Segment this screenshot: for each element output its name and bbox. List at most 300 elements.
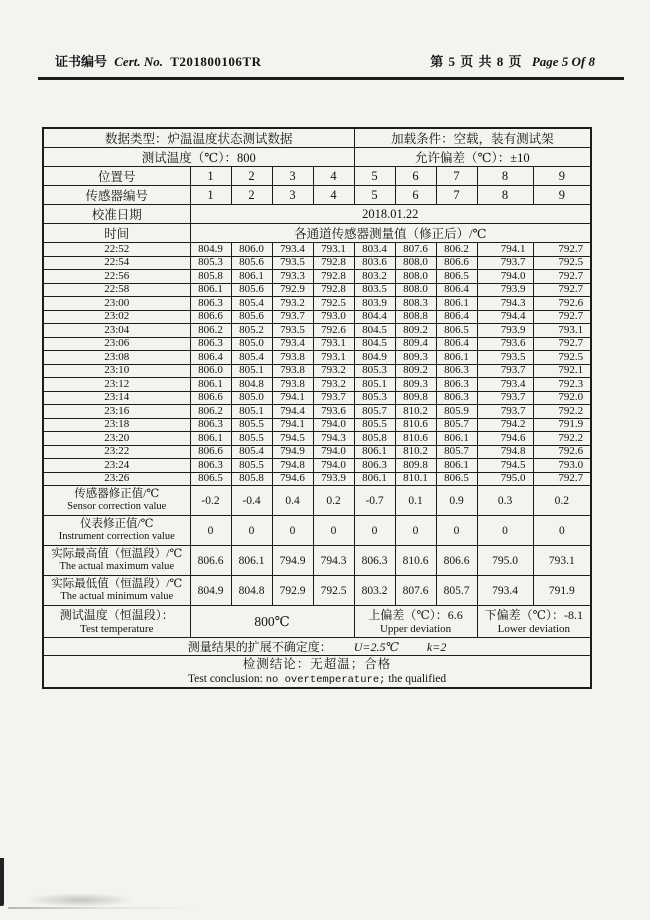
measurement-cell: 793.7	[477, 391, 533, 405]
measurement-cell: 794.4	[477, 310, 533, 324]
measurement-cell: 806.3	[354, 459, 395, 473]
measurement-cell: 803.2	[354, 270, 395, 284]
page-number-line	[430, 51, 595, 70]
measurement-cell: 806.1	[436, 297, 477, 311]
summary-value: 0	[395, 516, 436, 546]
measurement-cell: 806.1	[231, 270, 272, 284]
uncertainty-u-value: U=2.5℃	[353, 640, 399, 654]
measurement-cell: 806.1	[354, 445, 395, 459]
measurement-cell: 805.3	[190, 256, 231, 270]
measurement-cell: 792.0	[533, 391, 591, 405]
table-row	[43, 351, 591, 365]
conclusion-en-mono: no overtemperature;	[265, 673, 386, 686]
time-cell: 22:58	[43, 283, 190, 297]
measurement-cell: 808.3	[395, 297, 436, 311]
measurement-cell: 806.1	[436, 432, 477, 446]
summary-value: 0	[231, 516, 272, 546]
measurement-cell: 805.3	[354, 391, 395, 405]
summary-value: -0.2	[190, 486, 231, 516]
measurement-cell: 792.7	[533, 270, 591, 284]
measurement-cell: 805.9	[436, 405, 477, 419]
upper-deviation-cell	[354, 606, 477, 638]
summary-label	[43, 546, 190, 576]
summary-value: -0.4	[231, 486, 272, 516]
table-row	[43, 391, 591, 405]
summary-label-en: Sensor correction value	[67, 501, 167, 513]
measurement-cell: 805.4	[231, 351, 272, 365]
measurement-cell: 805.8	[354, 432, 395, 446]
measurement-cell: 805.1	[354, 378, 395, 392]
measurement-cell: 808.8	[395, 310, 436, 324]
summary-value: 0	[313, 516, 354, 546]
table-row	[43, 283, 591, 297]
summary-value: 793.4	[477, 576, 533, 606]
summary-value: 0	[477, 516, 533, 546]
measurement-cell: 805.5	[354, 418, 395, 432]
summary-value: 0	[190, 516, 231, 546]
cert-number-line	[55, 51, 262, 70]
measurement-cell: 794.5	[272, 432, 313, 446]
summary-label-cn: 仪表修正值/℃	[79, 517, 154, 530]
measurement-cell: 793.9	[477, 324, 533, 338]
summary-label-en: The actual minimum value	[60, 591, 174, 603]
measurement-cell: 809.3	[395, 378, 436, 392]
time-cell: 23:00	[43, 297, 190, 311]
measurement-cell: 793.1	[313, 337, 354, 351]
measurement-cell: 809.2	[395, 364, 436, 378]
measurement-cell: 806.1	[436, 459, 477, 473]
time-cell: 23:08	[43, 351, 190, 365]
measurement-cell: 792.7	[533, 337, 591, 351]
summary-row	[43, 516, 591, 546]
summary-value: 0.2	[533, 486, 591, 516]
table-row	[43, 310, 591, 324]
measurement-cell: 794.2	[477, 418, 533, 432]
measurement-cell: 806.4	[436, 283, 477, 297]
lower-deviation-cell	[477, 606, 591, 638]
conclusion-row	[43, 656, 591, 689]
time-cell: 23:06	[43, 337, 190, 351]
sensor-value: 1	[190, 186, 231, 205]
channels-header: 各通道传感器测量值（修正后）/℃	[190, 224, 591, 243]
measurement-cell: 793.8	[272, 351, 313, 365]
cert-label-en: Cert. No.	[114, 54, 164, 69]
calibration-date: 2018.01.22	[190, 205, 591, 224]
measurement-cell: 792.8	[313, 256, 354, 270]
summary-value: 806.6	[436, 546, 477, 576]
page-info-en: Page 5 Of 8	[531, 54, 595, 69]
conclusion-en	[46, 673, 588, 687]
measurement-cell: 809.8	[395, 391, 436, 405]
summary-value: 0	[354, 516, 395, 546]
measurement-cell: 792.7	[533, 283, 591, 297]
time-cell: 23:24	[43, 459, 190, 473]
measurement-cell: 794.3	[313, 432, 354, 446]
measurement-cell: 805.5	[231, 418, 272, 432]
measurement-cell: 794.1	[272, 391, 313, 405]
summary-value: 0.4	[272, 486, 313, 516]
table-row	[43, 459, 591, 473]
measurement-cell: 792.3	[533, 378, 591, 392]
page-header	[55, 51, 595, 70]
page-info-cn: 第 5 页 共 8 页	[430, 54, 523, 69]
measurement-cell: 803.5	[354, 283, 395, 297]
measurement-cell: 792.6	[533, 297, 591, 311]
uncertainty-k-value: k=2	[426, 640, 447, 654]
summary-value: 791.9	[533, 576, 591, 606]
measurement-cell: 793.4	[272, 337, 313, 351]
time-header-row	[43, 224, 591, 243]
measurement-cell: 805.6	[231, 283, 272, 297]
summary-label-cn: 传感器修正值/℃	[74, 487, 160, 500]
measurement-cell: 806.1	[190, 432, 231, 446]
measurement-cell: 805.5	[231, 459, 272, 473]
measurement-cell: 805.7	[436, 445, 477, 459]
summary-label	[43, 516, 190, 546]
measurement-cell: 804.9	[190, 243, 231, 257]
table-row	[43, 418, 591, 432]
position-value: 7	[436, 167, 477, 186]
measurement-cell: 806.2	[436, 243, 477, 257]
measurement-cell: 794.4	[272, 405, 313, 419]
time-cell: 23:20	[43, 432, 190, 446]
measurement-cell: 795.0	[477, 472, 533, 486]
measurement-cell: 803.6	[354, 256, 395, 270]
measurement-cell: 792.9	[272, 283, 313, 297]
summary-value: 804.9	[190, 576, 231, 606]
conclusion-en-suffix: the qualified	[388, 672, 447, 685]
position-row	[43, 167, 591, 186]
cert-label-cn: 证书编号	[55, 54, 108, 69]
measurement-cell: 804.8	[231, 378, 272, 392]
table-row	[43, 256, 591, 270]
measurement-cell: 794.5	[477, 459, 533, 473]
table-row	[43, 405, 591, 419]
summary-value: 0	[533, 516, 591, 546]
table-row	[43, 364, 591, 378]
measurement-cell: 793.5	[272, 256, 313, 270]
table-row	[43, 337, 591, 351]
calibration-label: 校准日期	[43, 205, 190, 224]
sensor-value: 3	[272, 186, 313, 205]
time-cell: 22:56	[43, 270, 190, 284]
measurement-cell: 804.5	[354, 324, 395, 338]
measurement-cell: 806.3	[190, 459, 231, 473]
conclusion-cn: 检测结论：无超温；合格	[242, 657, 392, 672]
allowed-deviation-cell: 允许偏差（℃）：±10	[354, 148, 591, 167]
summary-value: 0.3	[477, 486, 533, 516]
table-row	[43, 243, 591, 257]
uncertainty-prefix: 测量结果的扩展不确定度：	[187, 640, 332, 654]
measurement-cell: 806.2	[190, 405, 231, 419]
measurement-cell: 794.0	[313, 459, 354, 473]
measurement-cell: 805.2	[231, 324, 272, 338]
measurement-cell: 792.6	[313, 324, 354, 338]
measurement-cell: 793.7	[477, 256, 533, 270]
measurement-cell: 805.4	[231, 445, 272, 459]
data-type-cell: 数据类型：炉温温度状态测试数据	[43, 128, 354, 148]
time-cell: 23:12	[43, 378, 190, 392]
table-row	[43, 378, 591, 392]
measurement-cell: 793.0	[533, 459, 591, 473]
summary-label-cn: 实际最高值（恒温段）/℃	[51, 547, 183, 560]
measurement-cell: 805.4	[231, 297, 272, 311]
measurement-cell: 793.2	[272, 297, 313, 311]
measurement-cell: 792.7	[533, 243, 591, 257]
calibration-row	[43, 205, 591, 224]
cert-number: T201800106TR	[170, 54, 262, 69]
uncertainty-row	[43, 638, 591, 656]
measurement-cell: 806.1	[190, 378, 231, 392]
measurement-cell: 806.1	[190, 283, 231, 297]
summary-value: 794.9	[272, 546, 313, 576]
summary-value: 0.1	[395, 486, 436, 516]
summary-value: 804.8	[231, 576, 272, 606]
measurement-cell: 806.3	[190, 337, 231, 351]
measurement-cell: 806.3	[436, 391, 477, 405]
time-cell: 23:18	[43, 418, 190, 432]
time-cell: 23:02	[43, 310, 190, 324]
measurement-cell: 793.5	[477, 351, 533, 365]
info-row-2	[43, 148, 591, 167]
measurement-cell: 806.4	[436, 310, 477, 324]
summary-value: 792.9	[272, 576, 313, 606]
test-temperature-label-cn: 测试温度（恒温段）：	[59, 607, 174, 622]
measurement-cell: 805.7	[354, 405, 395, 419]
measurement-cell: 805.6	[231, 256, 272, 270]
table-row	[43, 432, 591, 446]
sensor-label: 传感器编号	[43, 186, 190, 205]
lower-deviation-en: Lower deviation	[497, 622, 571, 635]
measurement-table	[42, 127, 592, 689]
position-value: 2	[231, 167, 272, 186]
measurement-cell: 794.8	[272, 459, 313, 473]
summary-row	[43, 486, 591, 516]
measurement-cell: 806.6	[436, 256, 477, 270]
header-rule	[38, 77, 624, 80]
measurement-cell: 806.1	[436, 351, 477, 365]
measurement-cell: 810.6	[395, 432, 436, 446]
measurement-cell: 805.0	[231, 391, 272, 405]
position-value: 3	[272, 167, 313, 186]
summary-value: -0.7	[354, 486, 395, 516]
summary-value: 810.6	[395, 546, 436, 576]
measurement-cell: 794.9	[272, 445, 313, 459]
measurement-cell: 804.9	[354, 351, 395, 365]
measurement-cell: 793.1	[533, 324, 591, 338]
measurement-cell: 792.8	[313, 283, 354, 297]
upper-deviation-en: Upper deviation	[379, 622, 452, 635]
summary-value: 0.9	[436, 486, 477, 516]
summary-value: 803.2	[354, 576, 395, 606]
measurement-cell: 792.2	[533, 405, 591, 419]
measurement-cell: 806.1	[354, 472, 395, 486]
measurement-cell: 805.1	[231, 405, 272, 419]
load-condition-cell: 加载条件：空载，装有测试架	[354, 128, 591, 148]
summary-label	[43, 486, 190, 516]
position-value: 8	[477, 167, 533, 186]
measurement-cell: 804.4	[354, 310, 395, 324]
time-cell: 23:14	[43, 391, 190, 405]
measurement-cell: 810.2	[395, 405, 436, 419]
measurement-cell: 793.8	[272, 364, 313, 378]
measurement-cell: 792.8	[313, 270, 354, 284]
measurement-cell: 807.6	[395, 243, 436, 257]
conclusion-en-prefix: Test conclusion:	[187, 672, 263, 685]
measurement-cell: 803.4	[354, 243, 395, 257]
measurement-cell: 806.2	[190, 324, 231, 338]
summary-row	[43, 546, 591, 576]
summary-row	[43, 576, 591, 606]
measurement-cell: 793.1	[313, 243, 354, 257]
measurement-cell: 792.2	[533, 432, 591, 446]
position-value: 6	[395, 167, 436, 186]
measurement-cell: 808.0	[395, 256, 436, 270]
measurement-cell: 794.6	[477, 432, 533, 446]
measurement-cell: 792.5	[533, 256, 591, 270]
measurement-cell: 806.3	[190, 418, 231, 432]
measurement-cell: 794.3	[477, 297, 533, 311]
test-temperature-row	[43, 606, 591, 638]
time-label: 时间	[43, 224, 190, 243]
measurement-cell: 793.9	[313, 472, 354, 486]
summary-label-cn: 实际最低值（恒温段）/℃	[51, 577, 183, 590]
summary-value: 805.7	[436, 576, 477, 606]
measurement-cell: 793.2	[313, 364, 354, 378]
measurement-cell: 805.6	[231, 310, 272, 324]
sensor-value: 5	[354, 186, 395, 205]
measurement-cell: 806.6	[190, 391, 231, 405]
measurement-cell: 805.1	[231, 364, 272, 378]
measurement-cell: 806.5	[190, 472, 231, 486]
time-cell: 23:16	[43, 405, 190, 419]
summary-value: 795.0	[477, 546, 533, 576]
position-value: 1	[190, 167, 231, 186]
measurement-cell: 793.7	[272, 310, 313, 324]
measurement-cell: 809.3	[395, 351, 436, 365]
measurement-cell: 805.5	[231, 432, 272, 446]
measurement-cell: 809.4	[395, 337, 436, 351]
measurement-cell: 793.4	[272, 243, 313, 257]
measurement-cell: 794.0	[313, 445, 354, 459]
measurement-cell: 805.3	[354, 364, 395, 378]
time-cell: 23:04	[43, 324, 190, 338]
measurement-cell: 805.8	[231, 472, 272, 486]
measurement-cell: 793.7	[477, 364, 533, 378]
lower-deviation-cn: 下偏差（℃）：-8.1	[484, 607, 584, 622]
measurement-cell: 806.6	[190, 445, 231, 459]
test-temperature-label	[43, 606, 190, 638]
measurement-cell: 806.4	[190, 351, 231, 365]
measurement-cell: 792.5	[533, 351, 591, 365]
measurement-cell: 806.6	[190, 310, 231, 324]
measurement-cell: 791.9	[533, 418, 591, 432]
measurement-cell: 805.0	[231, 337, 272, 351]
measurement-cell: 809.2	[395, 324, 436, 338]
measurement-cell: 793.9	[477, 283, 533, 297]
measurement-cell: 806.4	[436, 337, 477, 351]
measurement-cell: 793.6	[477, 337, 533, 351]
position-value: 5	[354, 167, 395, 186]
summary-value: 806.6	[190, 546, 231, 576]
measurement-cell: 793.0	[313, 310, 354, 324]
time-cell: 23:22	[43, 445, 190, 459]
table-row	[43, 324, 591, 338]
scan-edge-artifact	[0, 858, 4, 906]
test-temperature-value: 800℃	[190, 606, 354, 638]
summary-value: 807.6	[395, 576, 436, 606]
measurement-cell: 792.7	[533, 472, 591, 486]
measurement-cell: 793.1	[313, 351, 354, 365]
scan-line-artifact	[8, 907, 198, 909]
measurement-cell: 794.1	[477, 243, 533, 257]
table-row	[43, 472, 591, 486]
measurement-cell: 794.0	[313, 418, 354, 432]
test-temp-cell: 测试温度（℃）：800	[43, 148, 354, 167]
measurement-cell: 810.1	[395, 472, 436, 486]
measurement-cell: 805.7	[436, 418, 477, 432]
measurement-cell: 792.7	[533, 310, 591, 324]
conclusion-cell	[43, 656, 591, 689]
measurement-cell: 792.5	[313, 297, 354, 311]
info-row-1	[43, 128, 591, 148]
summary-label-en: Instrument correction value	[58, 531, 175, 543]
summary-value: 793.1	[533, 546, 591, 576]
sensor-number-row	[43, 186, 591, 205]
measurement-cell: 810.2	[395, 445, 436, 459]
time-cell: 23:10	[43, 364, 190, 378]
measurement-cell: 806.0	[231, 243, 272, 257]
measurement-cell: 792.6	[533, 445, 591, 459]
summary-value: 0	[436, 516, 477, 546]
sensor-value: 8	[477, 186, 533, 205]
measurement-cell: 793.3	[272, 270, 313, 284]
measurement-cell: 808.0	[395, 283, 436, 297]
summary-label	[43, 576, 190, 606]
measurement-cell: 809.8	[395, 459, 436, 473]
measurement-cell: 793.8	[272, 378, 313, 392]
measurement-cell: 806.5	[436, 270, 477, 284]
measurement-cell: 794.1	[272, 418, 313, 432]
time-cell: 22:52	[43, 243, 190, 257]
measurement-cell: 803.9	[354, 297, 395, 311]
measurement-cell: 810.6	[395, 418, 436, 432]
sensor-value: 4	[313, 186, 354, 205]
position-value: 4	[313, 167, 354, 186]
summary-value: 806.3	[354, 546, 395, 576]
position-label: 位置号	[43, 167, 190, 186]
scan-smudge-artifact	[25, 893, 135, 907]
measurement-cell: 806.3	[436, 378, 477, 392]
table-row	[43, 297, 591, 311]
uncertainty-cell	[43, 638, 591, 656]
measurement-cell: 806.5	[436, 324, 477, 338]
summary-value: 806.1	[231, 546, 272, 576]
table-row	[43, 270, 591, 284]
measurement-cell: 804.5	[354, 337, 395, 351]
summary-label-en: The actual maximum value	[59, 561, 175, 573]
sensor-value: 6	[395, 186, 436, 205]
summary-value: 0.2	[313, 486, 354, 516]
measurement-cell: 794.0	[477, 270, 533, 284]
measurement-cell: 792.1	[533, 364, 591, 378]
measurement-cell: 808.0	[395, 270, 436, 284]
measurement-cell: 806.3	[436, 364, 477, 378]
measurement-cell: 806.0	[190, 364, 231, 378]
measurement-cell: 806.3	[190, 297, 231, 311]
measurement-cell: 793.6	[313, 405, 354, 419]
time-cell: 23:26	[43, 472, 190, 486]
